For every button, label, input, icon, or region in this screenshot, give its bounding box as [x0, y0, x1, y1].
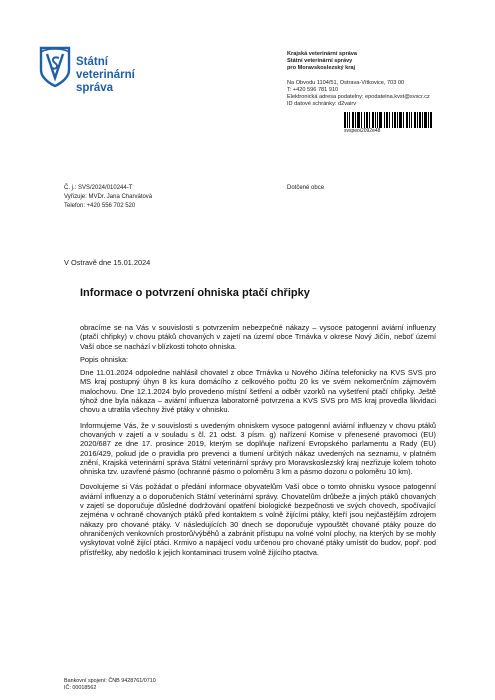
- paragraph-popis: Dne 11.01.2024 odpoledne nahlásil chovatel z obce Trnávka u Nového Jičína telefonicky na KVS SVS pro MS kraj postupný úhyn 8 ks kura domácího z celkového počtu 20 ks ve svém nekomerčním zájmovém malochovu. Dne 12.1.2024 bylo provedeno místní šetření a odběr vzorků na vyšetření ptačí chřipky. Ještě týhož dne byla nákaza – aviární influenza laboratorně potvrzena a KVS SVS pro MS kraj provedla likvidaci chovu a utratila všechny živé ptáky v ohnisku.: [80, 368, 436, 415]
- logo-text: [76, 56, 135, 95]
- sender-block: [287, 51, 477, 108]
- recipient: Dotčené obce: [287, 185, 325, 191]
- sender-org-2: Státní veterinární správy: [287, 58, 353, 64]
- paragraph-popis-heading: Popis ohniska:: [80, 354, 129, 364]
- footer-bank: Bankovní spojení: ČNB 9428761/0710: [64, 678, 156, 684]
- sender-phone: T: +420 596 781 910: [287, 87, 339, 93]
- ref-cj: Č. j.: SVS/2024/010244-T: [64, 185, 133, 191]
- reference-block: [64, 184, 152, 211]
- logo-line-3: správa: [76, 82, 114, 94]
- paragraph-intro: obracíme se na Vás v souvislosti s potvrzením nebezpečné nákazy – vysoce patogenní aviární influenzy (ptačí chřipky) v chovu ptáků chovaných v zajetí na území obce Trnávka v okrese Nový Jičín, neboť území Vaší obce se nachází v blízkosti tohoto ohniska.: [80, 323, 436, 351]
- sender-org-3: pro Moravskoslezský kraj: [287, 65, 356, 71]
- footer: [64, 678, 156, 692]
- svs-logo: [37, 44, 73, 88]
- ref-telefon: Telefon: +420 556 702 520: [64, 203, 136, 209]
- paragraph-informujeme: Informujeme Vás, že v souvislosti s uvedeným ohniskem vysoce patogenní aviární influenzy v chovu ptáků chovaných v zajetí a v souladu s čl. 21 odst. 3 písm. g) nařízení Komise v přenesené pravomoci (EU) 2020/687 ze dne 17. prosince 2019, kterým se doplňuje nařízení Evropského parlamentu a Rady (EU) 2016/429, pokud jde o pravidla pro prevenci a tlumení určitých nákaz uvedených na seznamu, v platném znění, Krajská veterinární správa Státní veterinární správy pro Moravskoslezský kraj nezřizuje kolem tohoto ohniska tzv. uzavřené pásmo (ochranné pásmo o poloměru 3 km a pásmo dozoru o poloměru 10 km).: [80, 420, 436, 477]
- sender-address: Na Obvodu 1104/51, Ostrava-Vítkovice, 703 00: [287, 80, 405, 86]
- sender-databox: ID datové schránky: d2vairv: [287, 101, 357, 107]
- sender-org-1: Krajská veterinární správa: [287, 51, 357, 57]
- paragraph-dovolujeme: Dovolujeme si Vás požádat o předání informace obyvatelům Vaší obce o tomto ohnisku vysoce patogenní aviární influenzy a o doporučeních Státní veterinární správy. Chovatelům drůbeže a jiných ptáků chovaných v zajetí se doporučuje důsledné dodržování opatření biologické bezpečnosti ve svých chovech, spočívající zejména v ochraně chovaných ptáků před kontaktem s volně žijícími ptáky, kteří jsou nejčastějším zdrojem nákazy pro chované ptáky. V následujících 30 dnech se doporučuje vypouštět chované ptáky pouze do ohraničených venkovních prostorů/výběhů a zabránit přístupu na volné volní plochy, na kterých by se mohly vyskytovat volně žijící ptáci. Krmivo a napájecí vodu určenou pro chované ptáky umístit do budov, popř. pod přístřešky, aby nedošlo k jejich kontaminaci trusem volně žijícího ptactva.: [80, 482, 436, 557]
- sender-email: Elektronická adresa podatelny: epodatelna.kvst@svscr.cz: [287, 94, 430, 100]
- document-title: Informace o potvrzení ohniska ptačí chřipky: [80, 287, 310, 299]
- logo-line-2: veterinární: [76, 69, 135, 81]
- logo-line-1: Státní: [76, 56, 108, 68]
- document-body: [80, 323, 436, 557]
- barcode-bars: [344, 112, 454, 128]
- footer-ic: IČ: 00018562: [64, 685, 97, 691]
- svs-emblem-icon: [37, 44, 73, 88]
- ref-vyrizuje: Vyřizuje: MVDr. Jana Charvátová: [64, 194, 153, 200]
- barcode-text: svspeoi2092e48: [344, 128, 381, 134]
- barcode: [344, 112, 454, 135]
- place-date: V Ostravě dne 15.01.2024: [64, 258, 151, 267]
